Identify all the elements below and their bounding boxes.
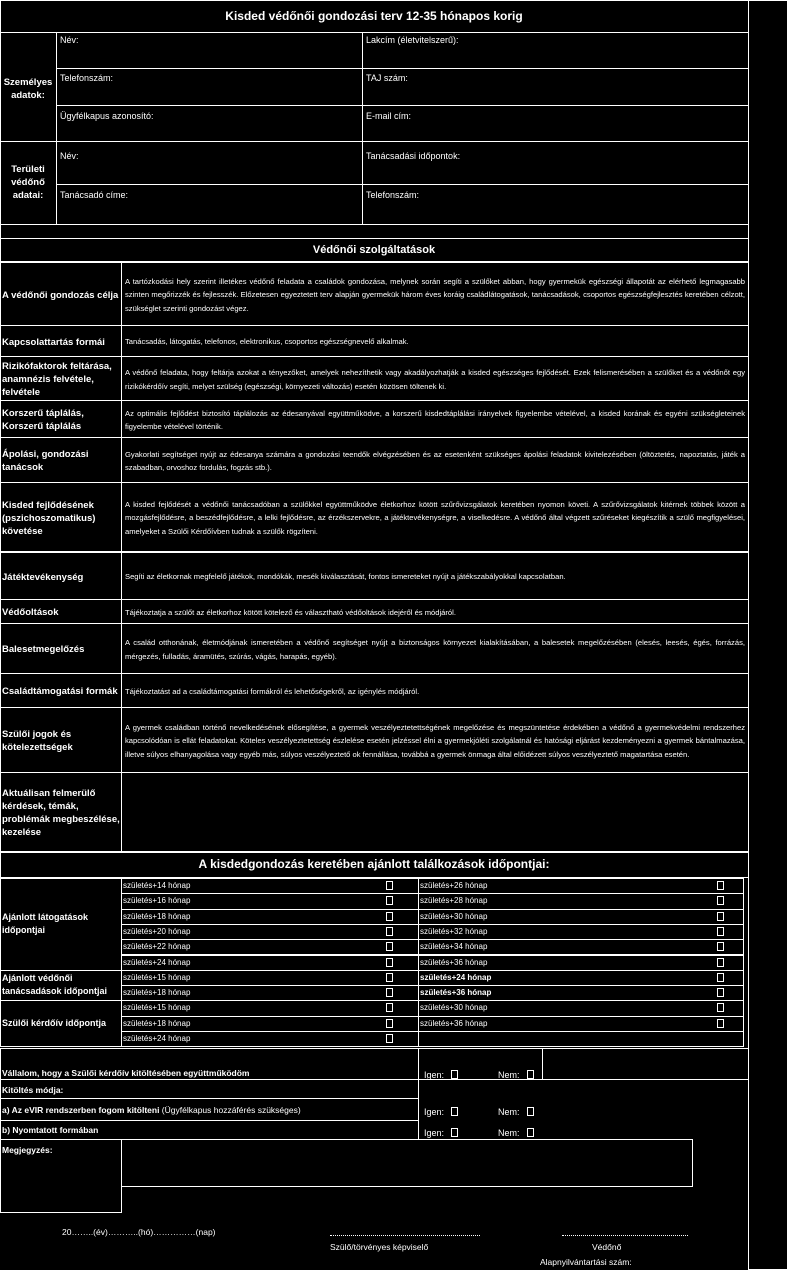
appointment-time: születés+36 hónap bbox=[420, 1018, 488, 1028]
nurse-sign-label: Védőnő bbox=[592, 1242, 622, 1252]
personal-label: Személyes adatok: bbox=[3, 77, 53, 101]
appointment-time: születés+30 hónap bbox=[420, 1003, 488, 1013]
appointment-time: születés+24 hónap bbox=[420, 972, 492, 982]
nurse-hours-field[interactable] bbox=[362, 141, 749, 185]
appointment-time: születés+16 hónap bbox=[123, 896, 191, 906]
service-description: Az optimális fejlődést biztosító táplálozás az édesanyával együttműködve, a korszerű kisdedtáplálási irányelvek figyelembe vételével, a kisded korának és egyéni szükségleteinek figyelembe vételével történik. bbox=[125, 408, 745, 431]
service-label: Védőoltások bbox=[2, 607, 59, 618]
appointment-time: születés+34 hónap bbox=[420, 942, 488, 952]
signature-date[interactable]: 20……..(év)………..(hó)……………(nap) bbox=[62, 1227, 216, 1237]
phone-label: Telefonszám: bbox=[60, 73, 114, 83]
service-description: Tájékoztatja a szülőt az életkorhoz kötött kötelező és választható védőoltások idejéről és módjáról. bbox=[125, 607, 456, 617]
visits-label: Ajánlott látogatások időpontjai bbox=[2, 911, 89, 935]
appointment-checkbox[interactable] bbox=[386, 1034, 393, 1043]
printed-yes: Igen: bbox=[424, 1128, 445, 1138]
evir-yes: Igen: bbox=[424, 1107, 445, 1117]
service-label: Aktuálisan felmerülő kérdések, témák, problémák megbeszélése, kezelése bbox=[2, 788, 120, 838]
service-description: Tájékoztatást ad a családtámogatási formákról és lehetőségekről, az igénylés módjáról. bbox=[125, 686, 420, 696]
service-label: Családtámogatási formák bbox=[2, 686, 118, 697]
appointment-checkbox[interactable] bbox=[717, 958, 724, 967]
questionnaire-label: Szülői kérdőív időpontja bbox=[2, 1017, 107, 1028]
service-description bbox=[125, 775, 745, 851]
appointment-checkbox[interactable] bbox=[717, 927, 724, 936]
appointment-checkbox[interactable] bbox=[717, 1003, 724, 1012]
service-label: Balesetmegelőzés bbox=[2, 644, 85, 655]
appointment-checkbox[interactable] bbox=[717, 912, 724, 921]
services-header: Védőnői szolgáltatások bbox=[312, 244, 436, 256]
service-label: Játéktevékenység bbox=[2, 571, 84, 583]
name-label: Név: bbox=[60, 35, 79, 45]
appointment-time: születés+18 hónap bbox=[123, 911, 191, 921]
registry-label: Alapnyilvántartási szám: bbox=[540, 1257, 632, 1267]
printed-label: b) Nyomtatott formában bbox=[2, 1125, 99, 1135]
appointment-checkbox[interactable] bbox=[386, 912, 393, 921]
remark-label: Megjegyzés: bbox=[2, 1145, 53, 1155]
nurse-name-field[interactable] bbox=[56, 141, 363, 185]
agree-yes: Igen: bbox=[424, 1070, 445, 1080]
taj-field[interactable] bbox=[362, 68, 749, 106]
service-description: A gyermek családban történő nevelkedésének elősegítése, a gyermek veszélyeztetettségének megelőzése és megszüntetése érdekében a védőnő a gyermekvédelmi rendszerhez kapcsolódóan is ellát feladatokat. Köteles veszélyeztetettség észlelése esetén jelzéssel élni a gyermekjóléti szolgálatnál és hatósági eljárást kezdeményezni a gyermek bántalmazása, illetve súlyos elhanyagolása vagy egyéb más, súlyos veszélyeztető ok fennállása, továbbá a gyermek önmaga által előidézett súlyos veszélyeztető magatartása esetén. bbox=[125, 722, 745, 759]
service-description: A család otthonának, életmódjának ismeretében a védőnő segítséget nyújt a biztonságos környezet kialakításában, a balesetek megelőzésében (elesés, leesés, égés, forrázás, mérgezés, fulladás, áramütés, szúrás, vágás, harapás, egyéb). bbox=[125, 638, 745, 661]
evir-label: a) Az eVIR rendszerben fogom kitölteni bbox=[2, 1105, 160, 1115]
address-label: Lakcím (életvitelszerű): bbox=[366, 35, 459, 45]
appointment-checkbox[interactable] bbox=[717, 973, 724, 982]
email-field[interactable] bbox=[362, 105, 749, 142]
page-title: Kisded védőnői gondozási terv 12-35 hónapos korig bbox=[225, 9, 523, 23]
appointment-time: születés+15 hónap bbox=[123, 972, 191, 982]
divider bbox=[542, 1048, 543, 1080]
service-label: Kisded fejlődésének (pszichoszomatikus) követése bbox=[2, 499, 96, 537]
appointment-checkbox[interactable] bbox=[717, 896, 724, 905]
parent-label: Szülő/törvényes képviselő bbox=[330, 1242, 429, 1252]
agree-yes-checkbox[interactable] bbox=[451, 1070, 458, 1079]
appointment-time: születés+14 hónap bbox=[123, 881, 191, 890]
appointment-checkbox[interactable] bbox=[386, 958, 393, 967]
evir-note: (Ügyfélkapus hozzáférés szükséges) bbox=[159, 1105, 301, 1115]
printed-no: Nem: bbox=[498, 1128, 520, 1138]
service-description: Segíti az életkornak megfelelő játékok, mondókák, mesék kiválasztását, fontos ismereteket nyújt a játékszabályokkal kapcsolatban. bbox=[125, 572, 566, 582]
client-gate-label: Ügyfélkapus azonosító: bbox=[60, 111, 154, 121]
appointment-checkbox[interactable] bbox=[386, 973, 393, 982]
service-label: Korszerű táplálás, Korszerű táplálás bbox=[2, 408, 84, 432]
appointment-time: születés+22 hónap bbox=[123, 942, 191, 952]
evir-label-wrap bbox=[2, 1104, 301, 1116]
appointment-time: születés+15 hónap bbox=[123, 1003, 191, 1013]
appointment-checkbox[interactable] bbox=[386, 1019, 393, 1028]
appointment-checkbox[interactable] bbox=[386, 881, 393, 890]
appointment-time: születés+36 hónap bbox=[420, 988, 492, 998]
appointment-time: születés+18 hónap bbox=[123, 1018, 191, 1028]
remark-field[interactable] bbox=[121, 1139, 693, 1187]
appointment-checkbox[interactable] bbox=[386, 988, 393, 997]
appointment-time: születés+28 hónap bbox=[420, 896, 488, 906]
divider bbox=[418, 1048, 419, 1080]
printed-no-checkbox[interactable] bbox=[527, 1128, 534, 1137]
taj-label: TAJ szám: bbox=[366, 73, 408, 83]
appointment-checkbox[interactable] bbox=[717, 1019, 724, 1028]
service-description: A védőnő feladata, hogy feltárja azokat a tényezőket, amelyek nehezíthetik vagy akadályozhatják a kisded egészséges fejlődését. Ezek felismerésében a szülőket és a védőnőt egy rizikókérdőív segíti, melyet szülség (egészségi, környezeti változás) esetén közösen töltenek ki. bbox=[125, 368, 745, 391]
appointment-time: születés+24 hónap bbox=[123, 957, 191, 967]
fill-mode-label: Kitöltés módja: bbox=[2, 1085, 64, 1095]
printed-yes-checkbox[interactable] bbox=[451, 1128, 458, 1137]
appointment-time: születés+36 hónap bbox=[420, 957, 488, 967]
agree-label: Vállalom, hogy a Szülői kérdőív kitöltésében együttműködöm bbox=[2, 1068, 250, 1078]
name-field[interactable] bbox=[56, 32, 363, 69]
appointment-checkbox[interactable] bbox=[717, 942, 724, 951]
consult-label: Ajánlott védőnői tanácsadások időpontjai bbox=[2, 973, 108, 997]
appointment-checkbox[interactable] bbox=[717, 988, 724, 997]
appointment-time: születés+20 hónap bbox=[123, 926, 191, 936]
appointment-checkbox[interactable] bbox=[386, 942, 393, 951]
margin-column bbox=[748, 0, 787, 1270]
appointment-cell bbox=[418, 1031, 744, 1047]
nurse-name-label: Név: bbox=[60, 151, 79, 161]
appointment-time: születés+32 hónap bbox=[420, 926, 488, 936]
appointment-checkbox[interactable] bbox=[386, 896, 393, 905]
service-description: Gyakorlati segítséget nyújt az édesanya számára a gondozási teendők elvégzésében és az esetenként szükséges ápolási feladatok kivitelezésében (öltöztetés, napoztatás, játék a szabadban, orvoshoz fordulás, fogzás stb.). bbox=[125, 449, 745, 472]
service-description: A tartózkodási hely szerint illetékes védőnő feladata a családok gondozása, melynek során segíti a szülőket abban, hogy gyermekük egészségi állapotát az elérhető legmagasabb szinten megőrizzék és fejlesszék. Előzetesen egyeztetett terv alapján gyermekük három éves koráig családlátogatások, tanácsadások, csoportos egészségfejlesztés keretében célzott, szükséglet szerinti gondozást végez. bbox=[125, 276, 745, 313]
parent-signature-line[interactable] bbox=[330, 1234, 480, 1236]
agree-no-checkbox[interactable] bbox=[527, 1070, 534, 1079]
spacer-row bbox=[0, 224, 749, 239]
nurse-label: Területi védőnő adatai: bbox=[11, 164, 45, 201]
email-label: E-mail cím: bbox=[366, 111, 411, 121]
service-label: Rizikófaktorok feltárása, anamnézis felvétele, felvétele bbox=[2, 361, 112, 398]
agree-no: Nem: bbox=[498, 1070, 520, 1080]
nurse-signature-line[interactable] bbox=[562, 1234, 688, 1236]
appointment-time: születés+24 hónap bbox=[123, 1034, 191, 1043]
nurse-phone-field[interactable] bbox=[362, 184, 749, 225]
service-label: Ápolási, gondozási tanácsok bbox=[2, 449, 89, 473]
nurse-address-label: Tanácsadó címe: bbox=[60, 190, 129, 200]
service-description: A kisded fejlődését a védőnői tanácsadóban a szülőkkel együttműködve életkorhoz kötött szűrővizsgálatok keretében nyomon követi. A szűrővizsgálatok kitérnek többek között a mozgásfejlődésre, a beszédfejlődésre, a lelki fejlődésre, az érzékszervekre, a játéktevékenységre, a viselkedésre. A védőnő által végzett szűréseket kiegészítik a szülő megfigyelései, amelyeket a Szülői Kérdőívben tudnak a szülők rögzíteni. bbox=[125, 499, 745, 536]
evir-no: Nem: bbox=[498, 1107, 520, 1117]
nurse-hours-label: Tanácsadási időpontok: bbox=[366, 151, 461, 161]
evir-yes-checkbox[interactable] bbox=[451, 1107, 458, 1116]
appointment-time: születés+30 hónap bbox=[420, 911, 488, 921]
appointment-checkbox[interactable] bbox=[386, 1003, 393, 1012]
nurse-phone-label: Telefonszám: bbox=[366, 190, 420, 200]
evir-no-checkbox[interactable] bbox=[527, 1107, 534, 1116]
service-label: Szülői jogok és kötelezettségek bbox=[2, 729, 73, 753]
service-description: Tanácsadás, látogatás, telefonos, elektronikus, csoportos egészségnevelő alkalmak. bbox=[125, 337, 409, 347]
service-label: Kapcsolattartás formái bbox=[2, 336, 105, 348]
appointment-time: születés+26 hónap bbox=[420, 881, 488, 890]
service-label: A védőnői gondozás célja bbox=[2, 289, 119, 301]
appointment-checkbox[interactable] bbox=[386, 927, 393, 936]
appointment-checkbox[interactable] bbox=[717, 881, 724, 890]
appointment-time: születés+18 hónap bbox=[123, 988, 191, 998]
appointments-header: A kisdedgondozás keretében ajánlott találkozások időpontjai: bbox=[198, 857, 550, 871]
